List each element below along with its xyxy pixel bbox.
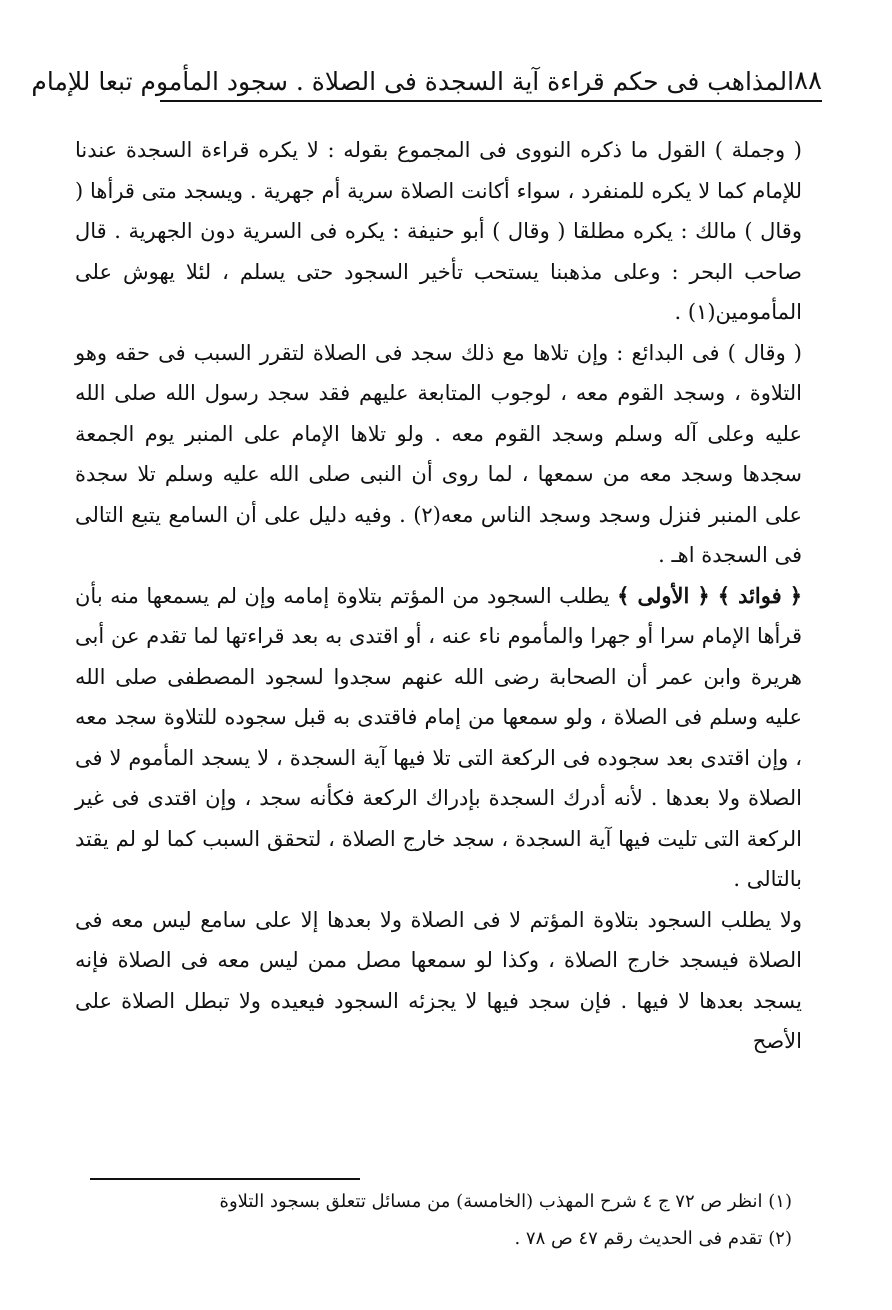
paragraph-3 bbox=[75, 576, 802, 900]
paragraph-1 bbox=[75, 130, 802, 333]
paragraph-lead: ﴿ فوائد ﴾ ﴿ الأولى ﴾ bbox=[617, 582, 802, 608]
paragraph-4 bbox=[75, 900, 802, 1062]
footnote-1: (١) انظر ص ٧٢ ج ٤ شرح المهذب (الخامسة) من مسائل تتعلق بسجود التلاوة bbox=[219, 1191, 792, 1212]
footnote-2: (٢) تقدم فى الحديث رقم ٤٧ ص ٧٨ . bbox=[514, 1228, 792, 1249]
paragraph-2 bbox=[75, 333, 802, 576]
running-title: المذاهب فى حكم قراءة آية السجدة فى الصلاة . سجود المأموم تبعا للإمام bbox=[31, 67, 795, 96]
paragraph-text: ( وجملة ) القول ما ذكره النووى فى المجموع بقوله : لا يكره قراءة السجدة عندنا للإمام كما لا يكره للمنفرد ، سواء أكانت الصلاة سرية أم جهرية . ويسجد متى قرأها ( وقال ) مالك : يكره مطلقا ( وقال ) أبو حنيفة : يكره فى السرية دون الجهرية . قال صاحب البحر : وعلى مذهبنا يستحب تأخير السجود حتى يسلم ، لئلا يهوش على المأمومين(١) . bbox=[75, 138, 802, 324]
page-header bbox=[31, 55, 822, 97]
paragraph-text: ( وقال ) فى البدائع : وإن تلاها مع ذلك سجد فى الصلاة لتقرر السبب فى حقه وهو التلاوة ، وسجد القوم معه ، لوجوب المتابعة عليهم فقد سجد رسول الله صلى الله عليه وعلى آله وسلم وسجد القوم معه . ولو تلاها الإمام على المنبر يوم الجمعة سجدها وسجد معه من سمعها ، لما روى أن النبى صلى الله عليه وسلم تلا سجدة على المنبر فنزل وسجد وسجد الناس معه(٢) . وفيه دليل على أن السامع يتبع التالى فى السجدة اهـ . bbox=[75, 340, 802, 567]
header-rule bbox=[160, 100, 822, 102]
paragraph-text: يطلب السجود من المؤتم بتلاوة إمامه وإن لم يسمعها منه بأن قرأها الإمام سرا أو جهرا والمأموم ناء عنه ، أو اقتدى به بعد قراءتها لما تقدم عن أبى هريرة وابن عمر أن الصحابة رضى الله عنهم سجدوا لسجود المصطفى صلى الله عليه وسلم فى الصلاة ، ولو سمعها من إمام فاقتدى به قبل سجوده للتلاوة سجد معه ، وإن اقتدى بعد سجوده فى الركعة التى تلا فيها آية السجدة ، لا يسجد المأموم لا فى الصلاة ولا بعدها . لأنه أدرك السجدة بإدراك الركعة فكأنه سجد ، وإن اقتدى فى غير الركعة التى تليت فيها آية السجدة ، سجد خارج الصلاة ، لتحقق السبب كما لو لم يقتد بالتالى . bbox=[75, 583, 802, 891]
footnote-rule bbox=[90, 1178, 360, 1180]
paragraph-text: ولا يطلب السجود بتلاوة المؤتم لا فى الصلاة ولا بعدها إلا على سامع ليس معه فى الصلاة فيسجد خارج الصلاة ، وكذا لو سمعها مصل ممن ليس معه فى الصلاة فإنه يسجد بعدها لا فيها . فإن سجد فيها لا يجزئه السجود فيعيده ولا تبطل الصلاة على الأصح bbox=[75, 907, 802, 1053]
page-number: ٨٨ bbox=[794, 65, 822, 96]
footnotes bbox=[85, 1183, 792, 1257]
body-text bbox=[75, 130, 802, 1062]
